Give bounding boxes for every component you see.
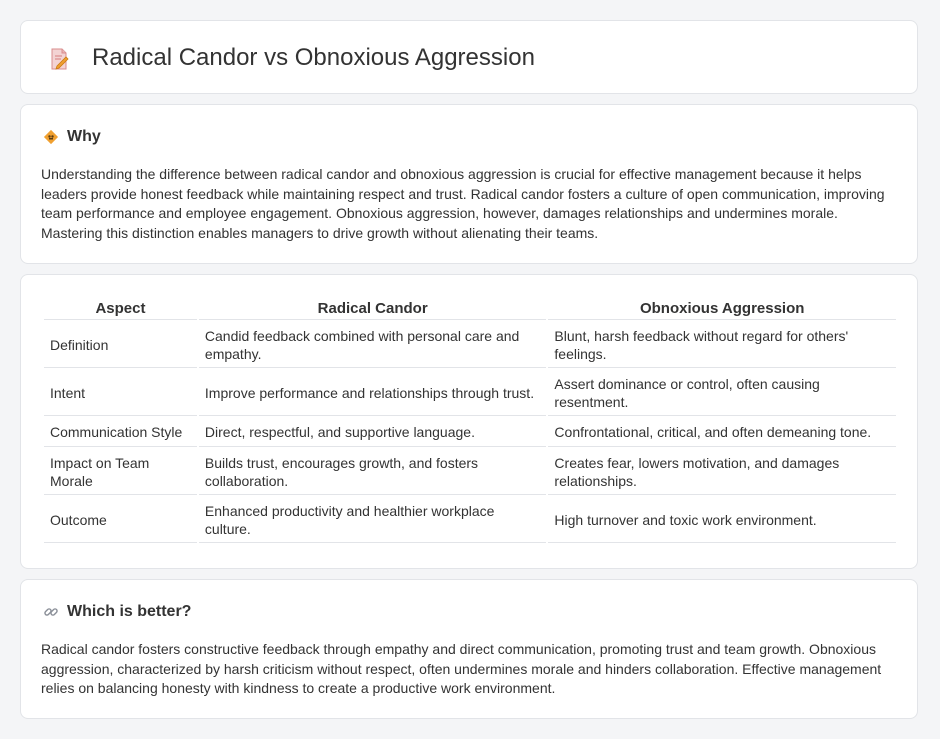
why-heading: Why <box>67 128 101 145</box>
row-radical-candor: Builds trust, encourages growth, and fosters collaboration. <box>199 449 547 495</box>
table-row <box>44 370 896 416</box>
row-aspect: Impact on Team Morale <box>44 449 197 495</box>
table-row <box>44 449 896 495</box>
row-obnoxious-aggression: High turnover and toxic work environment. <box>548 497 896 543</box>
row-radical-candor: Improve performance and relationships through trust. <box>199 370 547 416</box>
why-header <box>43 127 101 147</box>
row-aspect: Intent <box>44 370 197 416</box>
header-obnoxious-aggression: Obnoxious Aggression <box>548 297 896 320</box>
table-row <box>44 322 896 368</box>
diamond-sign-icon <box>43 129 59 145</box>
row-obnoxious-aggression: Assert dominance or control, often causing resentment. <box>548 370 896 416</box>
why-body: Understanding the difference between radical candor and obnoxious aggression is crucial for effective management because it helps leaders provide honest feedback while maintaining respect and trust. Radical candor fosters a culture of open communication, improving team performance and employee engagement. Obnoxious aggression, however, damages relationships and undermines morale. Mastering this distinction enables managers to drive growth without alienating their teams. <box>41 166 885 241</box>
why-card <box>20 104 918 264</box>
better-header <box>43 602 191 622</box>
row-obnoxious-aggression: Creates fear, lowers motivation, and damages relationships. <box>548 449 896 495</box>
better-body: Radical candor fosters constructive feedback through empathy and direct communication, promoting trust and team growth. Obnoxious aggression, characterized by harsh criticism without respect, often undermines morale and hinders collaboration. Effective management relies on balancing honesty with kindness to create a productive work environment. <box>41 641 882 696</box>
row-radical-candor: Candid feedback combined with personal care and empathy. <box>199 322 547 368</box>
header-radical-candor: Radical Candor <box>199 297 547 320</box>
row-aspect: Communication Style <box>44 418 197 447</box>
better-heading: Which is better? <box>67 603 192 620</box>
table-row <box>44 418 896 447</box>
link-icon <box>43 604 59 620</box>
row-obnoxious-aggression: Blunt, harsh feedback without regard for others' feelings. <box>548 322 896 368</box>
row-aspect: Definition <box>44 322 197 368</box>
page-title: Radical Candor vs Obnoxious Aggression <box>92 44 535 71</box>
which-is-better-card <box>20 579 918 719</box>
comparison-table <box>42 295 898 545</box>
header-aspect: Aspect <box>44 297 197 320</box>
table-row <box>44 497 896 543</box>
row-radical-candor: Enhanced productivity and healthier workplace culture. <box>199 497 547 543</box>
comparison-card <box>20 274 918 569</box>
row-obnoxious-aggression: Confrontational, critical, and often demeaning tone. <box>548 418 896 447</box>
document-pencil-icon <box>47 47 71 71</box>
row-aspect: Outcome <box>44 497 197 543</box>
title-card <box>20 20 918 94</box>
row-radical-candor: Direct, respectful, and supportive language. <box>199 418 547 447</box>
table-header-row <box>44 297 896 320</box>
